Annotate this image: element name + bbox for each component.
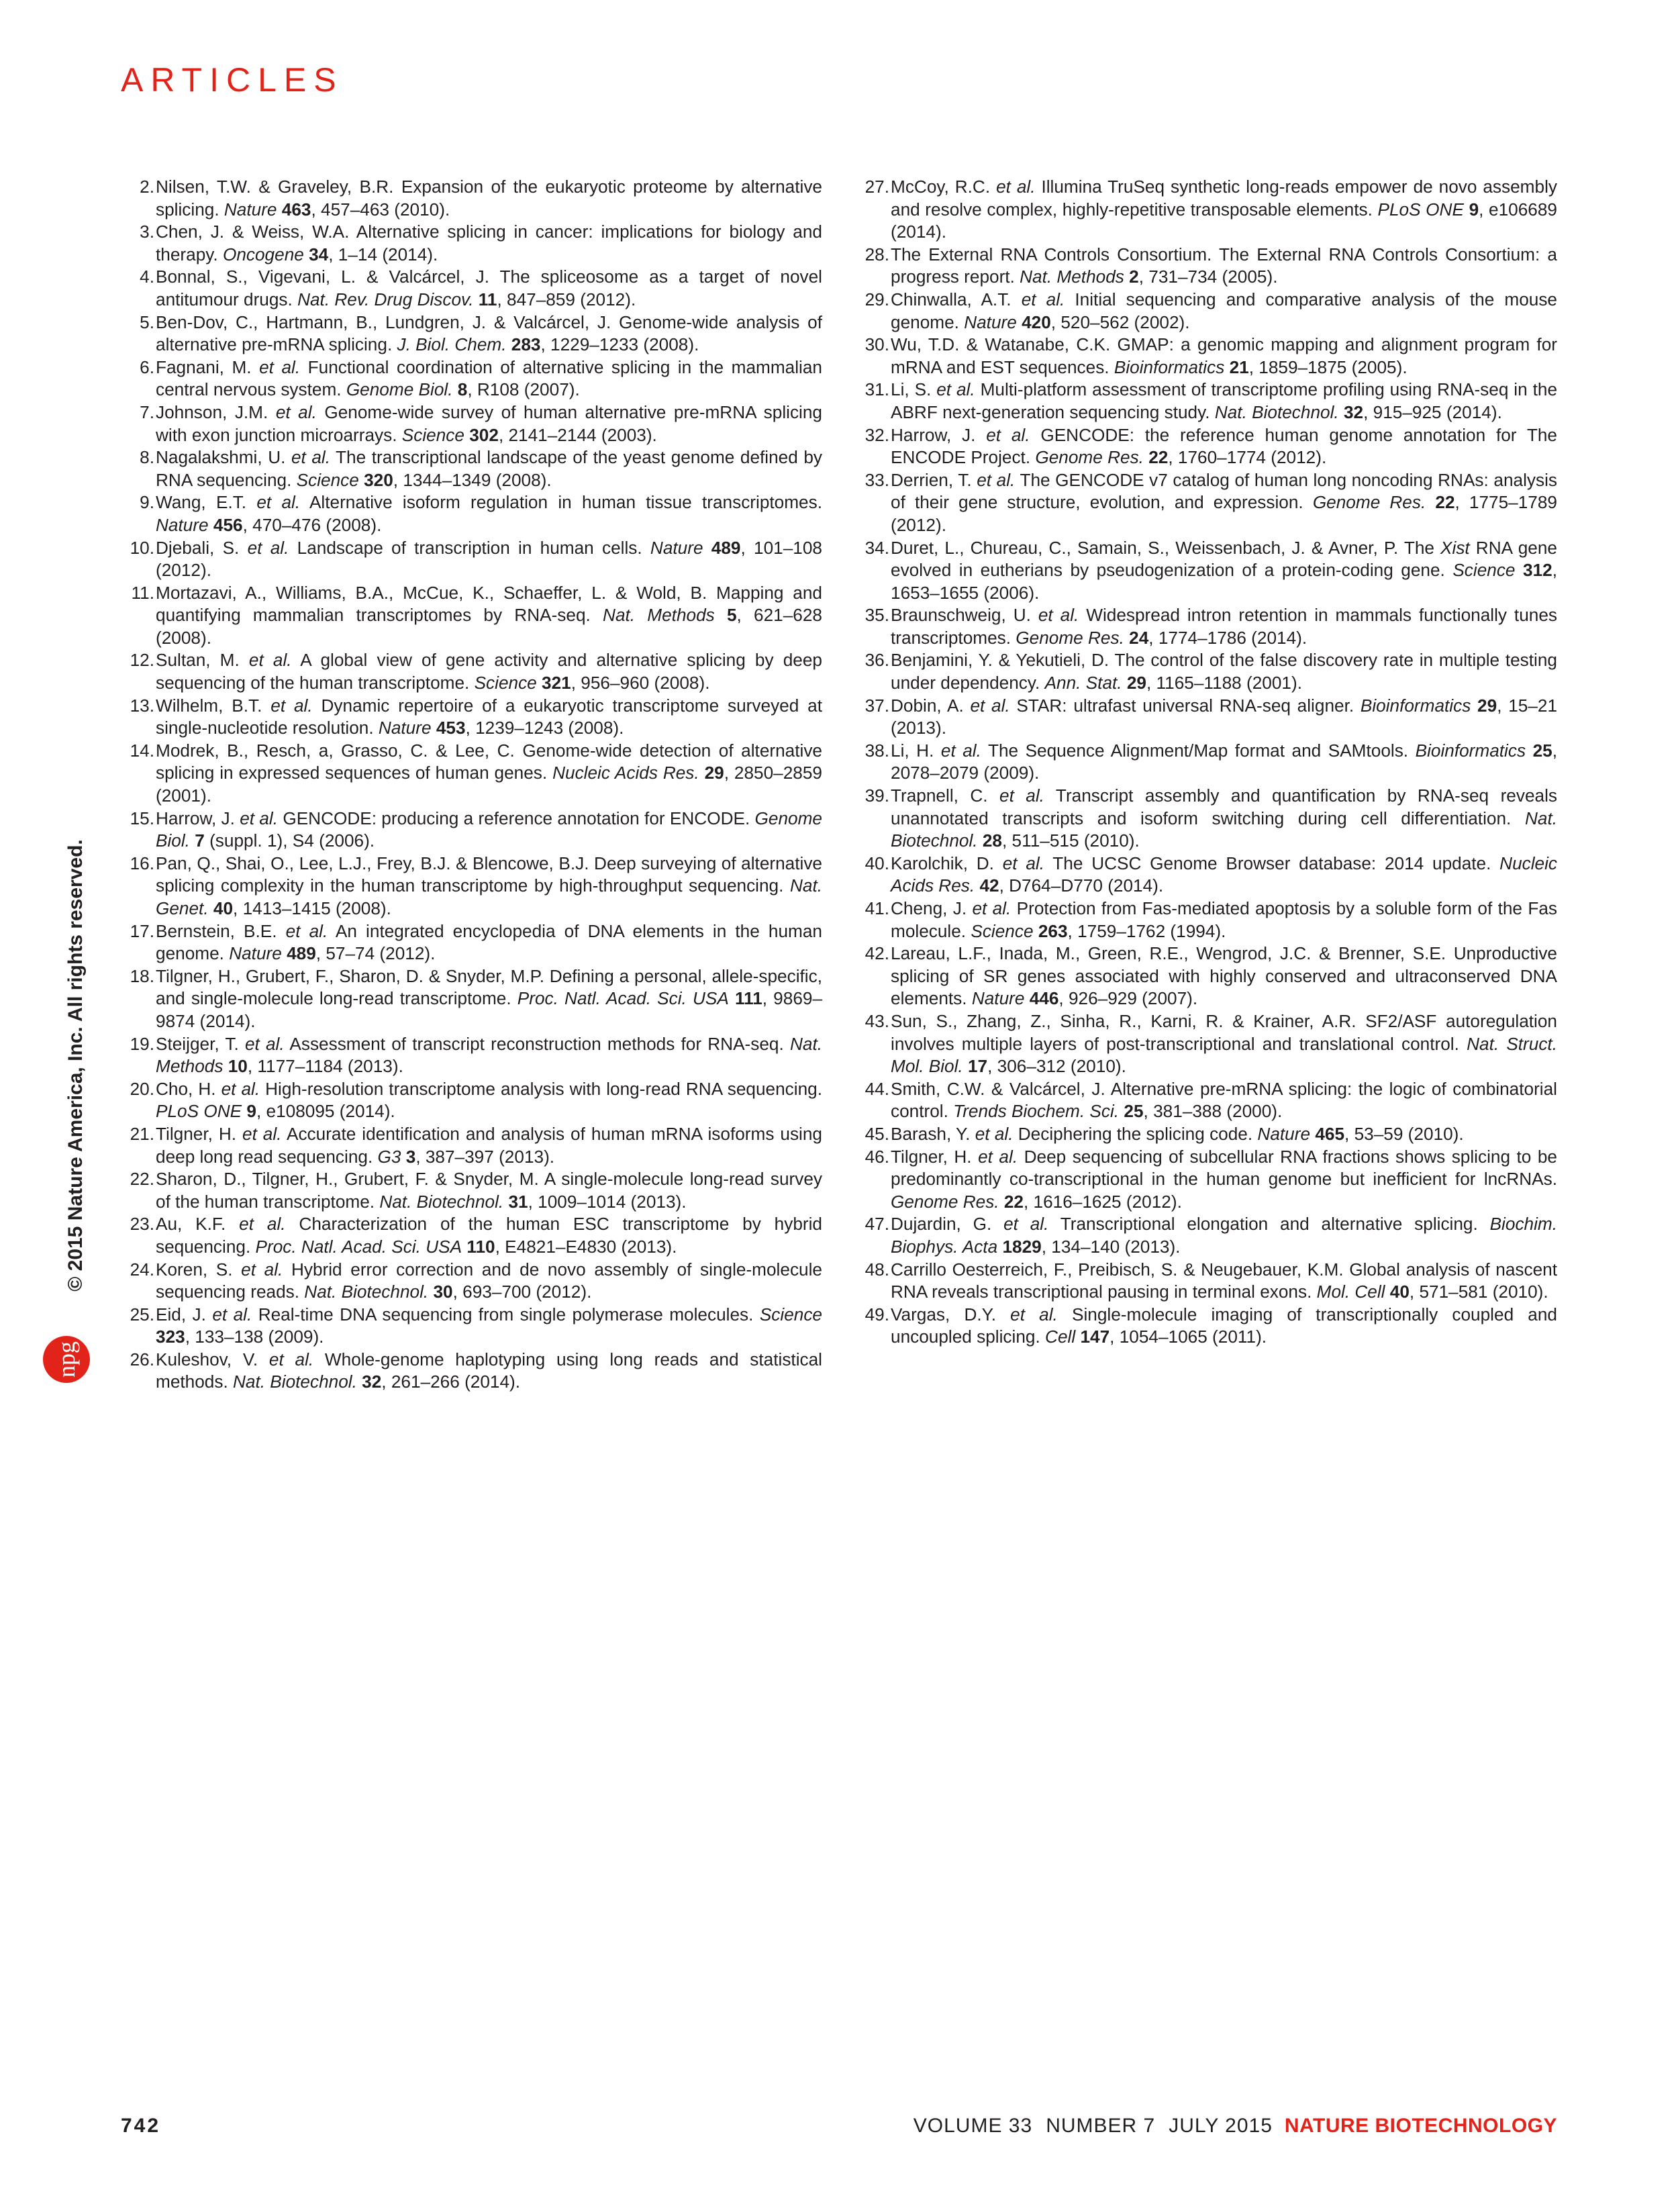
reference-number: 5. bbox=[140, 311, 154, 332]
reference-text: Eid, J. et al. Real-time DNA sequencing from single polymerase molecules. Science 323, 133–138 (2009). bbox=[156, 1304, 822, 1347]
references-left-column bbox=[121, 176, 822, 1394]
reference-number: 30. bbox=[865, 334, 889, 355]
reference-number: 31. bbox=[865, 379, 889, 400]
reference-text: Karolchik, D. et al. The UCSC Genome Browser database: 2014 update. Nucleic Acids Res. 42, D764–D770 (2014). bbox=[891, 853, 1558, 896]
reference-item bbox=[856, 244, 1557, 289]
reference-number: 29. bbox=[865, 289, 889, 309]
copyright-notice: © 2015 Nature America, Inc. All rights reserved. bbox=[64, 839, 87, 1292]
reference-text: The External RNA Controls Consortium. The External RNA Controls Consortium: a progress report. Nat. Methods 2, 731–734 (2005). bbox=[891, 244, 1557, 287]
reference-text: Dujardin, G. et al. Transcriptional elongation and alternative splicing. Biochim. Biophys. Acta 1829, 134–140 (2013). bbox=[891, 1214, 1558, 1257]
reference-item bbox=[856, 537, 1557, 605]
reference-item bbox=[856, 785, 1557, 853]
issue-date: JULY 2015 bbox=[1169, 2115, 1273, 2137]
references-right-column bbox=[856, 176, 1557, 1349]
reference-number: 2. bbox=[140, 177, 154, 197]
reference-number: 46. bbox=[865, 1146, 889, 1167]
reference-item bbox=[856, 943, 1557, 1010]
reference-text: Harrow, J. et al. GENCODE: producing a reference annotation for ENCODE. Genome Biol. 7 (suppl. 1), S4 (2006). bbox=[156, 808, 822, 851]
reference-text: Wilhelm, B.T. et al. Dynamic repertoire of a eukaryotic transcriptome surveyed at single-nucleotide resolution. Nature 453, 1239–1243 (2008). bbox=[156, 695, 822, 738]
reference-item bbox=[121, 1349, 822, 1394]
reference-text: Chinwalla, A.T. et al. Initial sequencing and comparative analysis of the mouse genome. Nature 420, 520–562 (2002). bbox=[891, 289, 1557, 332]
reference-text: Djebali, S. et al. Landscape of transcription in human cells. Nature 489, 101–108 (2012). bbox=[156, 537, 822, 581]
reference-text: Bonnal, S., Vigevani, L. & Valcárcel, J. The spliceosome as a target of novel antitumour drugs. Nat. Rev. Drug Discov. 11, 847–859 (2012). bbox=[156, 267, 822, 309]
reference-number: 9. bbox=[140, 492, 154, 513]
reference-text: Dobin, A. et al. STAR: ultrafast universal RNA-seq aligner. Bioinformatics 29, 15–21 (2013). bbox=[891, 695, 1558, 738]
reference-number: 19. bbox=[130, 1033, 154, 1054]
reference-item bbox=[121, 1213, 822, 1258]
reference-number: 3. bbox=[140, 222, 154, 242]
reference-text: Cheng, J. et al. Protection from Fas-mediated apoptosis by a soluble form of the Fas molecule. Science 263, 1759–1762 (1994). bbox=[891, 898, 1557, 941]
reference-text: Tilgner, H., Grubert, F., Sharon, D. & Snyder, M.P. Defining a personal, allele-specific, and single-molecule long-read transcriptome. Proc. Natl. Acad. Sci. USA 111, 9869–9874 (2014). bbox=[156, 965, 823, 1031]
volume: VOLUME 33 bbox=[913, 2115, 1033, 2137]
reference-item bbox=[121, 356, 822, 401]
reference-text: Au, K.F. et al. Characterization of the human ESC transcriptome by hybrid sequencing. Proc. Natl. Acad. Sci. USA 110, E4821–E4830 (2013). bbox=[156, 1214, 822, 1257]
reference-number: 11. bbox=[131, 582, 154, 603]
reference-item bbox=[856, 1304, 1557, 1349]
reference-item bbox=[856, 740, 1557, 785]
reference-text: Pan, Q., Shai, O., Lee, L.J., Frey, B.J. & Blencowe, B.J. Deep surveying of alternative splicing complexity in the human transcriptome by high-throughput sequencing. Nat. Genet. 40, 1413–1415 (2008). bbox=[156, 853, 822, 918]
reference-item bbox=[121, 920, 822, 965]
reference-number: 16. bbox=[130, 853, 154, 873]
reference-text: Kuleshov, V. et al. Whole-genome haplotyping using long reads and statistical methods. Nat. Biotechnol. 32, 261–266 (2014). bbox=[156, 1349, 822, 1392]
reference-text: Benjamini, Y. & Yekutieli, D. The control of the false discovery rate in multiple testing under dependency. Ann. Stat. 29, 1165–1188 (2001). bbox=[891, 650, 1557, 693]
reference-number: 10. bbox=[130, 537, 154, 558]
reference-item bbox=[856, 695, 1557, 740]
reference-number: 43. bbox=[865, 1010, 889, 1031]
reference-text: Braunschweig, U. et al. Widespread intron retention in mammals functionally tunes transcriptomes. Genome Res. 24, 1774–1786 (2014). bbox=[891, 605, 1557, 648]
reference-number: 20. bbox=[130, 1078, 154, 1099]
reference-number: 40. bbox=[865, 853, 889, 873]
reference-text: Carrillo Oesterreich, F., Preibisch, S. & Neugebauer, K.M. Global analysis of nascent RNA reveals transcriptional pausing in terminal exons. Mol. Cell 40, 571–581 (2010). bbox=[891, 1259, 1557, 1302]
reference-item bbox=[856, 334, 1557, 379]
journal-name: NATURE BIOTECHNOLOGY bbox=[1284, 2115, 1557, 2137]
reference-text: Steijger, T. et al. Assessment of transcript reconstruction methods for RNA-seq. Nat. Methods 10, 1177–1184 (2013). bbox=[156, 1033, 822, 1077]
reference-text: McCoy, R.C. et al. Illumina TruSeq synthetic long-reads empower de novo assembly and resolve complex, highly-repetitive transposable elements. PLoS ONE 9, e106689 (2014). bbox=[891, 177, 1557, 242]
reference-item bbox=[856, 176, 1557, 244]
reference-text: Smith, C.W. & Valcárcel, J. Alternative pre-mRNA splicing: the logic of combinatorial control. Trends Biochem. Sci. 25, 381–388 (2000). bbox=[891, 1078, 1557, 1122]
reference-item bbox=[121, 649, 822, 694]
reference-number: 12. bbox=[130, 650, 154, 671]
reference-item bbox=[856, 898, 1557, 943]
reference-item bbox=[121, 537, 822, 582]
reference-number: 21. bbox=[130, 1123, 154, 1144]
reference-item bbox=[856, 469, 1557, 537]
reference-number: 18. bbox=[130, 965, 154, 986]
reference-text: Sun, S., Zhang, Z., Sinha, R., Karni, R. & Krainer, A.R. SF2/ASF autoregulation involves multiple layers of post-transcriptional and translational control. Nat. Struct. Mol. Biol. 17, 306–312 (2010). bbox=[891, 1010, 1557, 1077]
reference-number: 8. bbox=[140, 447, 154, 468]
reference-item bbox=[856, 1213, 1557, 1258]
npg-logo: npg bbox=[43, 1336, 90, 1383]
reference-number: 38. bbox=[865, 740, 889, 761]
issue-number: NUMBER 7 bbox=[1046, 2115, 1156, 2137]
reference-item bbox=[121, 582, 822, 650]
reference-text: Mortazavi, A., Williams, B.A., McCue, K., Schaeffer, L. & Wold, B. Mapping and quantifying mammalian transcriptomes by RNA-seq. Nat. Methods 5, 621–628 (2008). bbox=[156, 582, 822, 648]
reference-text: Li, H. et al. The Sequence Alignment/Map format and SAMtools. Bioinformatics 25, 2078–2079 (2009). bbox=[891, 740, 1558, 783]
reference-number: 41. bbox=[865, 898, 889, 918]
reference-item bbox=[121, 1259, 822, 1304]
reference-text: Tilgner, H. et al. Deep sequencing of subcellular RNA fractions shows splicing to be predominantly co-transcriptional in the human genome but inefficient for lncRNAs. Genome Res. 22, 1616–1625 (2012). bbox=[891, 1146, 1557, 1212]
reference-item bbox=[856, 379, 1557, 424]
reference-item bbox=[856, 1123, 1557, 1146]
reference-item bbox=[121, 491, 822, 536]
reference-text: Bernstein, B.E. et al. An integrated encyclopedia of DNA elements in the human genome. Nature 489, 57–74 (2012). bbox=[156, 920, 822, 964]
reference-item bbox=[121, 176, 822, 221]
reference-text: Cho, H. et al. High-resolution transcriptome analysis with long-read RNA sequencing. PLoS ONE 9, e108095 (2014). bbox=[156, 1078, 822, 1122]
reference-number: 37. bbox=[865, 695, 889, 716]
reference-number: 25. bbox=[130, 1304, 154, 1325]
reference-item bbox=[121, 853, 822, 920]
reference-number: 13. bbox=[130, 695, 154, 716]
reference-item bbox=[856, 853, 1557, 898]
reference-item bbox=[856, 1259, 1557, 1304]
reference-number: 4. bbox=[140, 267, 154, 287]
reference-text: Modrek, B., Resch, a, Grasso, C. & Lee, C. Genome-wide detection of alternative splicing in expressed sequences of human genes. Nucleic Acids Res. 29, 2850–2859 (2001). bbox=[156, 740, 822, 806]
reference-item bbox=[121, 401, 822, 446]
reference-item bbox=[121, 965, 822, 1033]
reference-item bbox=[121, 1078, 822, 1123]
reference-number: 27. bbox=[865, 177, 889, 197]
reference-item bbox=[121, 1123, 822, 1168]
reference-number: 23. bbox=[130, 1214, 154, 1235]
reference-item bbox=[121, 808, 822, 853]
reference-item bbox=[856, 1010, 1557, 1078]
reference-text: Tilgner, H. et al. Accurate identification and analysis of human mRNA isoforms using deep long read sequencing. G3 3, 387–397 (2013). bbox=[156, 1123, 822, 1167]
reference-number: 39. bbox=[865, 785, 889, 806]
reference-item bbox=[856, 1146, 1557, 1214]
reference-number: 32. bbox=[865, 424, 889, 445]
reference-text: Duret, L., Chureau, C., Samain, S., Weissenbach, J. & Avner, P. The Xist RNA gene evolved in eutherians by pseudogenization of a protein-coding gene. Science 312, 1653–1655 (2006). bbox=[891, 537, 1557, 603]
page-footer bbox=[121, 2115, 1557, 2148]
reference-item bbox=[856, 649, 1557, 694]
reference-item bbox=[121, 311, 822, 356]
reference-number: 45. bbox=[865, 1123, 889, 1144]
reference-number: 22. bbox=[130, 1169, 154, 1190]
reference-item bbox=[121, 1304, 822, 1349]
reference-item bbox=[121, 1033, 822, 1078]
reference-item bbox=[121, 266, 822, 311]
reference-text: Ben-Dov, C., Hartmann, B., Lundgren, J. & Valcárcel, J. Genome-wide analysis of alternative pre-mRNA splicing. J. Biol. Chem. 283, 1229–1233 (2008). bbox=[156, 311, 822, 355]
reference-number: 7. bbox=[140, 401, 154, 422]
reference-number: 36. bbox=[865, 650, 889, 671]
reference-number: 14. bbox=[130, 740, 154, 761]
reference-number: 17. bbox=[130, 920, 154, 941]
reference-item bbox=[121, 695, 822, 740]
reference-text: Trapnell, C. et al. Transcript assembly and quantification by RNA-seq reveals unannotated transcripts and isoform switching during cell differentiation. Nat. Biotechnol. 28, 511–515 (2010). bbox=[891, 785, 1557, 851]
reference-number: 15. bbox=[130, 808, 154, 828]
reference-text: Wu, T.D. & Watanabe, C.K. GMAP: a genomic mapping and alignment program for mRNA and EST sequences. Bioinformatics 21, 1859–1875 (2005). bbox=[891, 334, 1557, 377]
reference-number: 6. bbox=[140, 356, 154, 377]
reference-text: Fagnani, M. et al. Functional coordination of alternative splicing in the mammalian central nervous system. Genome Biol. 8, R108 (2007). bbox=[156, 356, 822, 400]
reference-item bbox=[121, 221, 822, 266]
reference-number: 44. bbox=[865, 1078, 889, 1099]
reference-text: Lareau, L.F., Inada, M., Green, R.E., Wengrod, J.C. & Brenner, S.E. Unproductive splicing of SR genes associated with highly conserved and ultraconserved DNA elements. Nature 446, 926–929 (2007). bbox=[891, 943, 1557, 1009]
reference-text: Chen, J. & Weiss, W.A. Alternative splicing in cancer: implications for biology and therapy. Oncogene 34, 1–14 (2014). bbox=[156, 222, 822, 265]
reference-item bbox=[856, 604, 1557, 649]
reference-text: Nilsen, T.W. & Graveley, B.R. Expansion of the eukaryotic proteome by alternative splicing. Nature 463, 457–463 (2010). bbox=[156, 177, 822, 220]
reference-item bbox=[856, 1078, 1557, 1123]
reference-text: Harrow, J. et al. GENCODE: the reference human genome annotation for The ENCODE Project. Genome Res. 22, 1760–1774 (2012). bbox=[891, 424, 1557, 468]
section-header: ARTICLES bbox=[121, 61, 344, 99]
page-number: 742 bbox=[121, 2115, 161, 2137]
reference-text: Nagalakshmi, U. et al. The transcriptional landscape of the yeast genome defined by RNA sequencing. Science 320, 1344–1349 (2008). bbox=[156, 447, 822, 490]
reference-text: Derrien, T. et al. The GENCODE v7 catalog of human long noncoding RNAs: analysis of their gene structure, evolution, and expression. Genome Res. 22, 1775–1789 (2012). bbox=[891, 469, 1557, 535]
reference-text: Johnson, J.M. et al. Genome-wide survey of human alternative pre-mRNA splicing with exon junction microarrays. Science 302, 2141–2144 (2003). bbox=[156, 401, 822, 445]
reference-item bbox=[121, 1168, 822, 1213]
reference-item bbox=[121, 446, 822, 491]
reference-text: Koren, S. et al. Hybrid error correction and de novo assembly of single-molecule sequencing reads. Nat. Biotechnol. 30, 693–700 (2012). bbox=[156, 1259, 822, 1302]
issue-info bbox=[914, 2115, 1557, 2137]
reference-number: 24. bbox=[130, 1259, 154, 1280]
reference-number: 33. bbox=[865, 469, 889, 490]
reference-number: 49. bbox=[865, 1304, 889, 1325]
reference-number: 42. bbox=[865, 943, 889, 964]
reference-text: Sharon, D., Tilgner, H., Grubert, F. & Snyder, M. A single-molecule long-read survey of the human transcriptome. Nat. Biotechnol. 31, 1009–1014 (2013). bbox=[156, 1169, 822, 1212]
reference-number: 26. bbox=[130, 1349, 154, 1369]
reference-number: 34. bbox=[865, 537, 889, 558]
reference-item bbox=[856, 424, 1557, 469]
reference-item bbox=[121, 740, 822, 808]
reference-text: Barash, Y. et al. Deciphering the splicing code. Nature 465, 53–59 (2010). bbox=[891, 1123, 1464, 1144]
reference-text: Li, S. et al. Multi-platform assessment of transcriptome profiling using RNA-seq in the ABRF next-generation sequencing study. Nat. Biotechnol. 32, 915–925 (2014). bbox=[891, 379, 1558, 422]
reference-number: 47. bbox=[865, 1214, 889, 1235]
reference-text: Wang, E.T. et al. Alternative isoform regulation in human tissue transcriptomes. Nature 456, 470–476 (2008). bbox=[156, 492, 822, 535]
reference-number: 28. bbox=[865, 244, 889, 265]
reference-number: 35. bbox=[865, 605, 889, 626]
reference-number: 48. bbox=[865, 1259, 889, 1280]
reference-item bbox=[856, 289, 1557, 334]
reference-text: Sultan, M. et al. A global view of gene activity and alternative splicing by deep sequencing of the human transcriptome. Science 321, 956–960 (2008). bbox=[156, 650, 822, 693]
reference-text: Vargas, D.Y. et al. Single-molecule imaging of transcriptionally coupled and uncoupled splicing. Cell 147, 1054–1065 (2011). bbox=[891, 1304, 1557, 1347]
